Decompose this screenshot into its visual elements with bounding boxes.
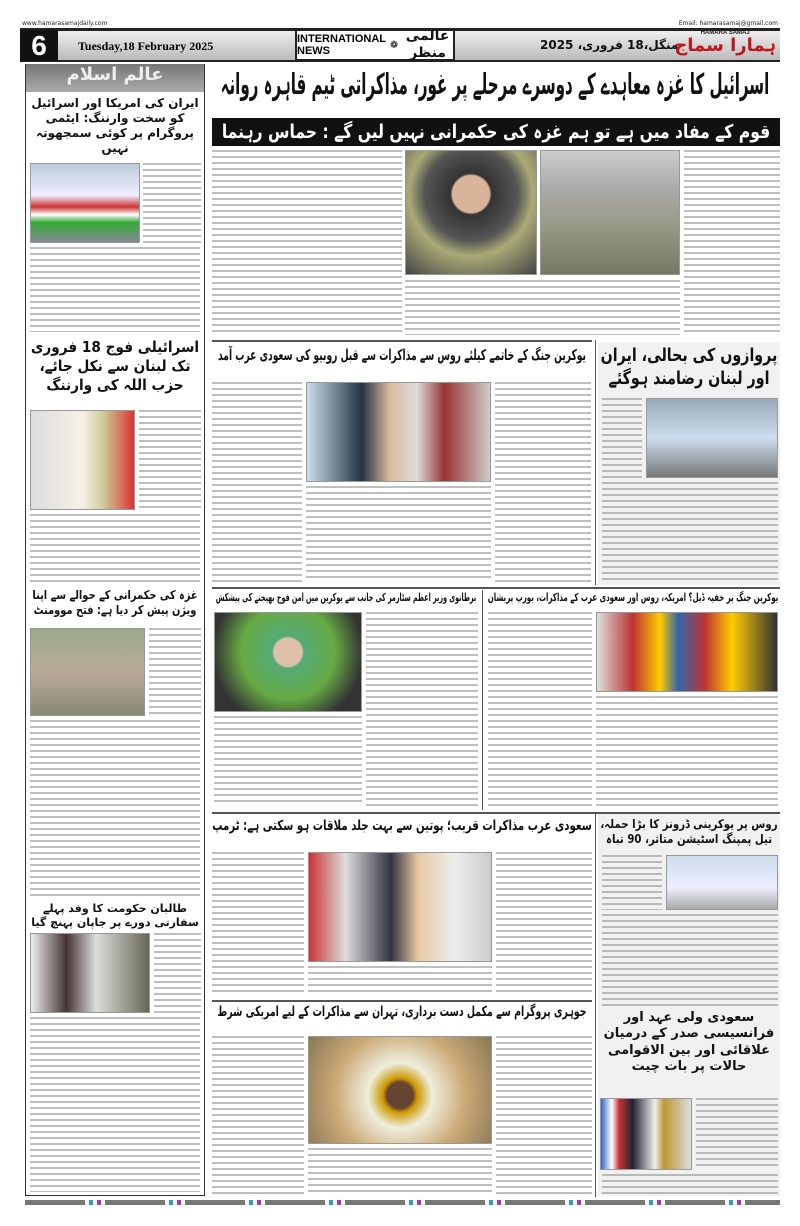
section-title-ur: عالمی منظر <box>405 27 450 61</box>
logo: HAMARA SAMAJ ہمارا سماج <box>674 30 776 56</box>
flower-icon: ❁ <box>389 39 399 51</box>
section-title-en: INTERNATIONAL NEWS <box>297 33 386 57</box>
talks-photo <box>596 612 778 692</box>
nuclear-facility-photo <box>308 1036 492 1144</box>
gaza-ruins-photo <box>30 628 145 716</box>
rubio-headline: یوکرین جنگ کے خاتمے کیلئے روس سے مذاکرات سے قبل روبیو کی سعودی عرب آمد <box>218 346 586 364</box>
mbs-macron-photo <box>600 1098 692 1170</box>
drone-photo <box>666 855 778 910</box>
fatah-headline: غزہ کی حکمرانی کے حوالے سے اپنا ویژن پیش کر دیا ہے: فتح موومنٹ <box>32 588 198 617</box>
starmer-photo <box>214 612 362 712</box>
gaza-destruction-photo <box>540 150 680 275</box>
flights-headline: پروازوں کی بحالی، ایران اور لبنان رضامند ہوگئے <box>600 345 778 389</box>
drone-headline: روس پر یوکرینی ڈرونز کا بڑا حملہ، تیل پمپنگ اسٹیشن متاثر، 90 تباہ <box>600 817 778 846</box>
date-english: Tuesday,18 February 2025 <box>78 39 214 53</box>
hamas-strap: قوم کے مفاد میں ہے تو ہم غزہ کی حکمرانی نہیں لیں گے : حماس رہنما <box>221 121 771 143</box>
trump-headline: سعودی عرب مذاکرات قریب؛ پوتین سے بہت جلد ملاقات ہو سکتی ہے: ٹرمپ <box>212 818 592 834</box>
taliban-headline: طالبان حکومت کا وفد پہلے سفارتی دورے پر جاپان پہنچ گیا <box>31 902 199 929</box>
rubio-arrival-photo <box>306 382 491 482</box>
email: Email: hamarasamaj@gmail.com <box>678 20 778 27</box>
footer-rule <box>25 1200 780 1205</box>
date-urdu: منگل،18 فروری، 2025 <box>540 38 679 52</box>
nuclear-headline: جوہری پروگرام سے مکمل دست برداری، تہران سے مذاکرات کے لیے امریکی شرط <box>217 1004 587 1020</box>
hamas-leader-photo <box>405 150 537 275</box>
ukraine-deal-headline: یوکرین جنگ پر خفیہ ڈیل؟ امریکہ، روس اور سعودی عرب کے مذاکرات، یورپ پریشان <box>487 591 779 604</box>
alam-e-islam-banner: عالم اسلام <box>26 64 204 92</box>
website-url: www.hamarasamajdaily.com <box>22 20 108 27</box>
saudi-france-headline: سعودی ولی عہد اور فرانسیسی صدر کے درمیان علاقائی اور بین الاقوامی حالات پر بات چیت <box>603 1010 775 1074</box>
starmer-headline: برطانوی وزیر اعظم سٹارمر کی جانب سے یوکرین میں امن فوج بھیجنے کی پیشکش <box>215 591 477 604</box>
hezbollah-leader-photo <box>30 410 135 510</box>
masthead-bar <box>20 28 780 62</box>
taliban-delegation-photo <box>30 933 150 1013</box>
iran-headline: ایران کی امریکا اور اسرائیل کو سخت وارننگ: ایٹمی پروگرام پر کوئی سمجھوتہ نہیں <box>31 96 199 155</box>
hezbollah-headline: اسرائیلی فوج 18 فروری تک لبنان سے نکل جائے، حزب اللہ کی وارننگ <box>30 338 200 394</box>
airplane-photo <box>646 398 778 478</box>
page-number: 6 <box>20 30 58 61</box>
main-headline: اسرائیل کا غزہ معاہدے کے دوسرے مرحلے پر غور، مذاکراتی ٹیم قاہرہ روانہ <box>220 67 770 101</box>
iran-photo <box>30 163 140 243</box>
trump-putin-photo <box>308 852 492 962</box>
